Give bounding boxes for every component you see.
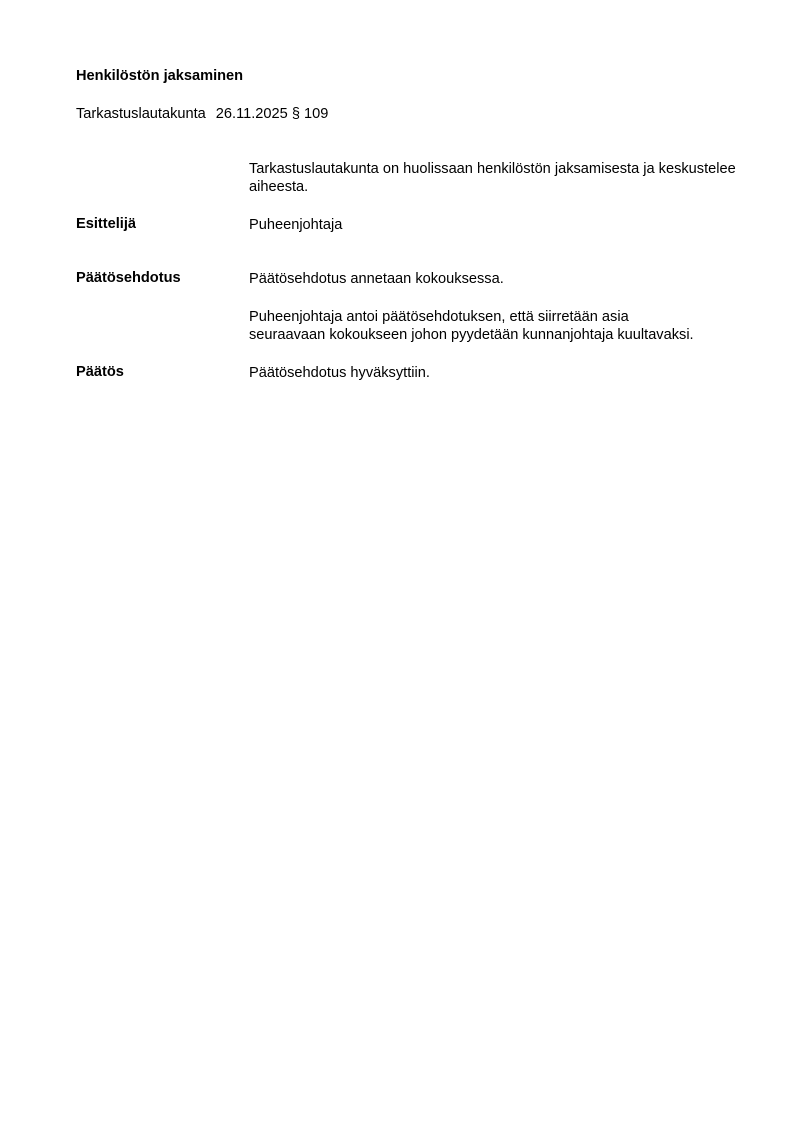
proposal-detail — [249, 308, 749, 344]
proposal-paragraph-2-line-2: seuraavaan kokoukseen johon pyydetään kunnanjohtaja kuultavaksi. — [249, 327, 694, 343]
proposal-paragraph-2-line-1: Puheenjohtaja antoi päätösehdotuksen, että siirretään asia — [249, 309, 629, 325]
proposal-text — [249, 270, 749, 288]
meeting-date: 26.11.2025 — [215, 106, 288, 122]
decision-label: Päätös — [76, 364, 124, 380]
committee-name: Tarkastuslautakunta — [76, 106, 206, 122]
section-number: § 109 — [291, 106, 329, 122]
intro-text: Tarkastuslautakunta on huolissaan henkilöstön jaksamisesta ja keskustelee aiheesta. — [249, 161, 736, 195]
meeting-reference — [76, 106, 328, 122]
presenter-value: Puheenjohtaja — [249, 217, 343, 233]
document-title: Henkilöstön jaksaminen — [76, 68, 244, 84]
proposal-label: Päätösehdotus — [76, 270, 181, 286]
presenter-label: Esittelijä — [76, 216, 137, 232]
proposal-paragraph-1: Päätösehdotus annetaan kokouksessa. — [249, 271, 504, 287]
decision-value: Päätösehdotus hyväksyttiin. — [249, 365, 430, 381]
